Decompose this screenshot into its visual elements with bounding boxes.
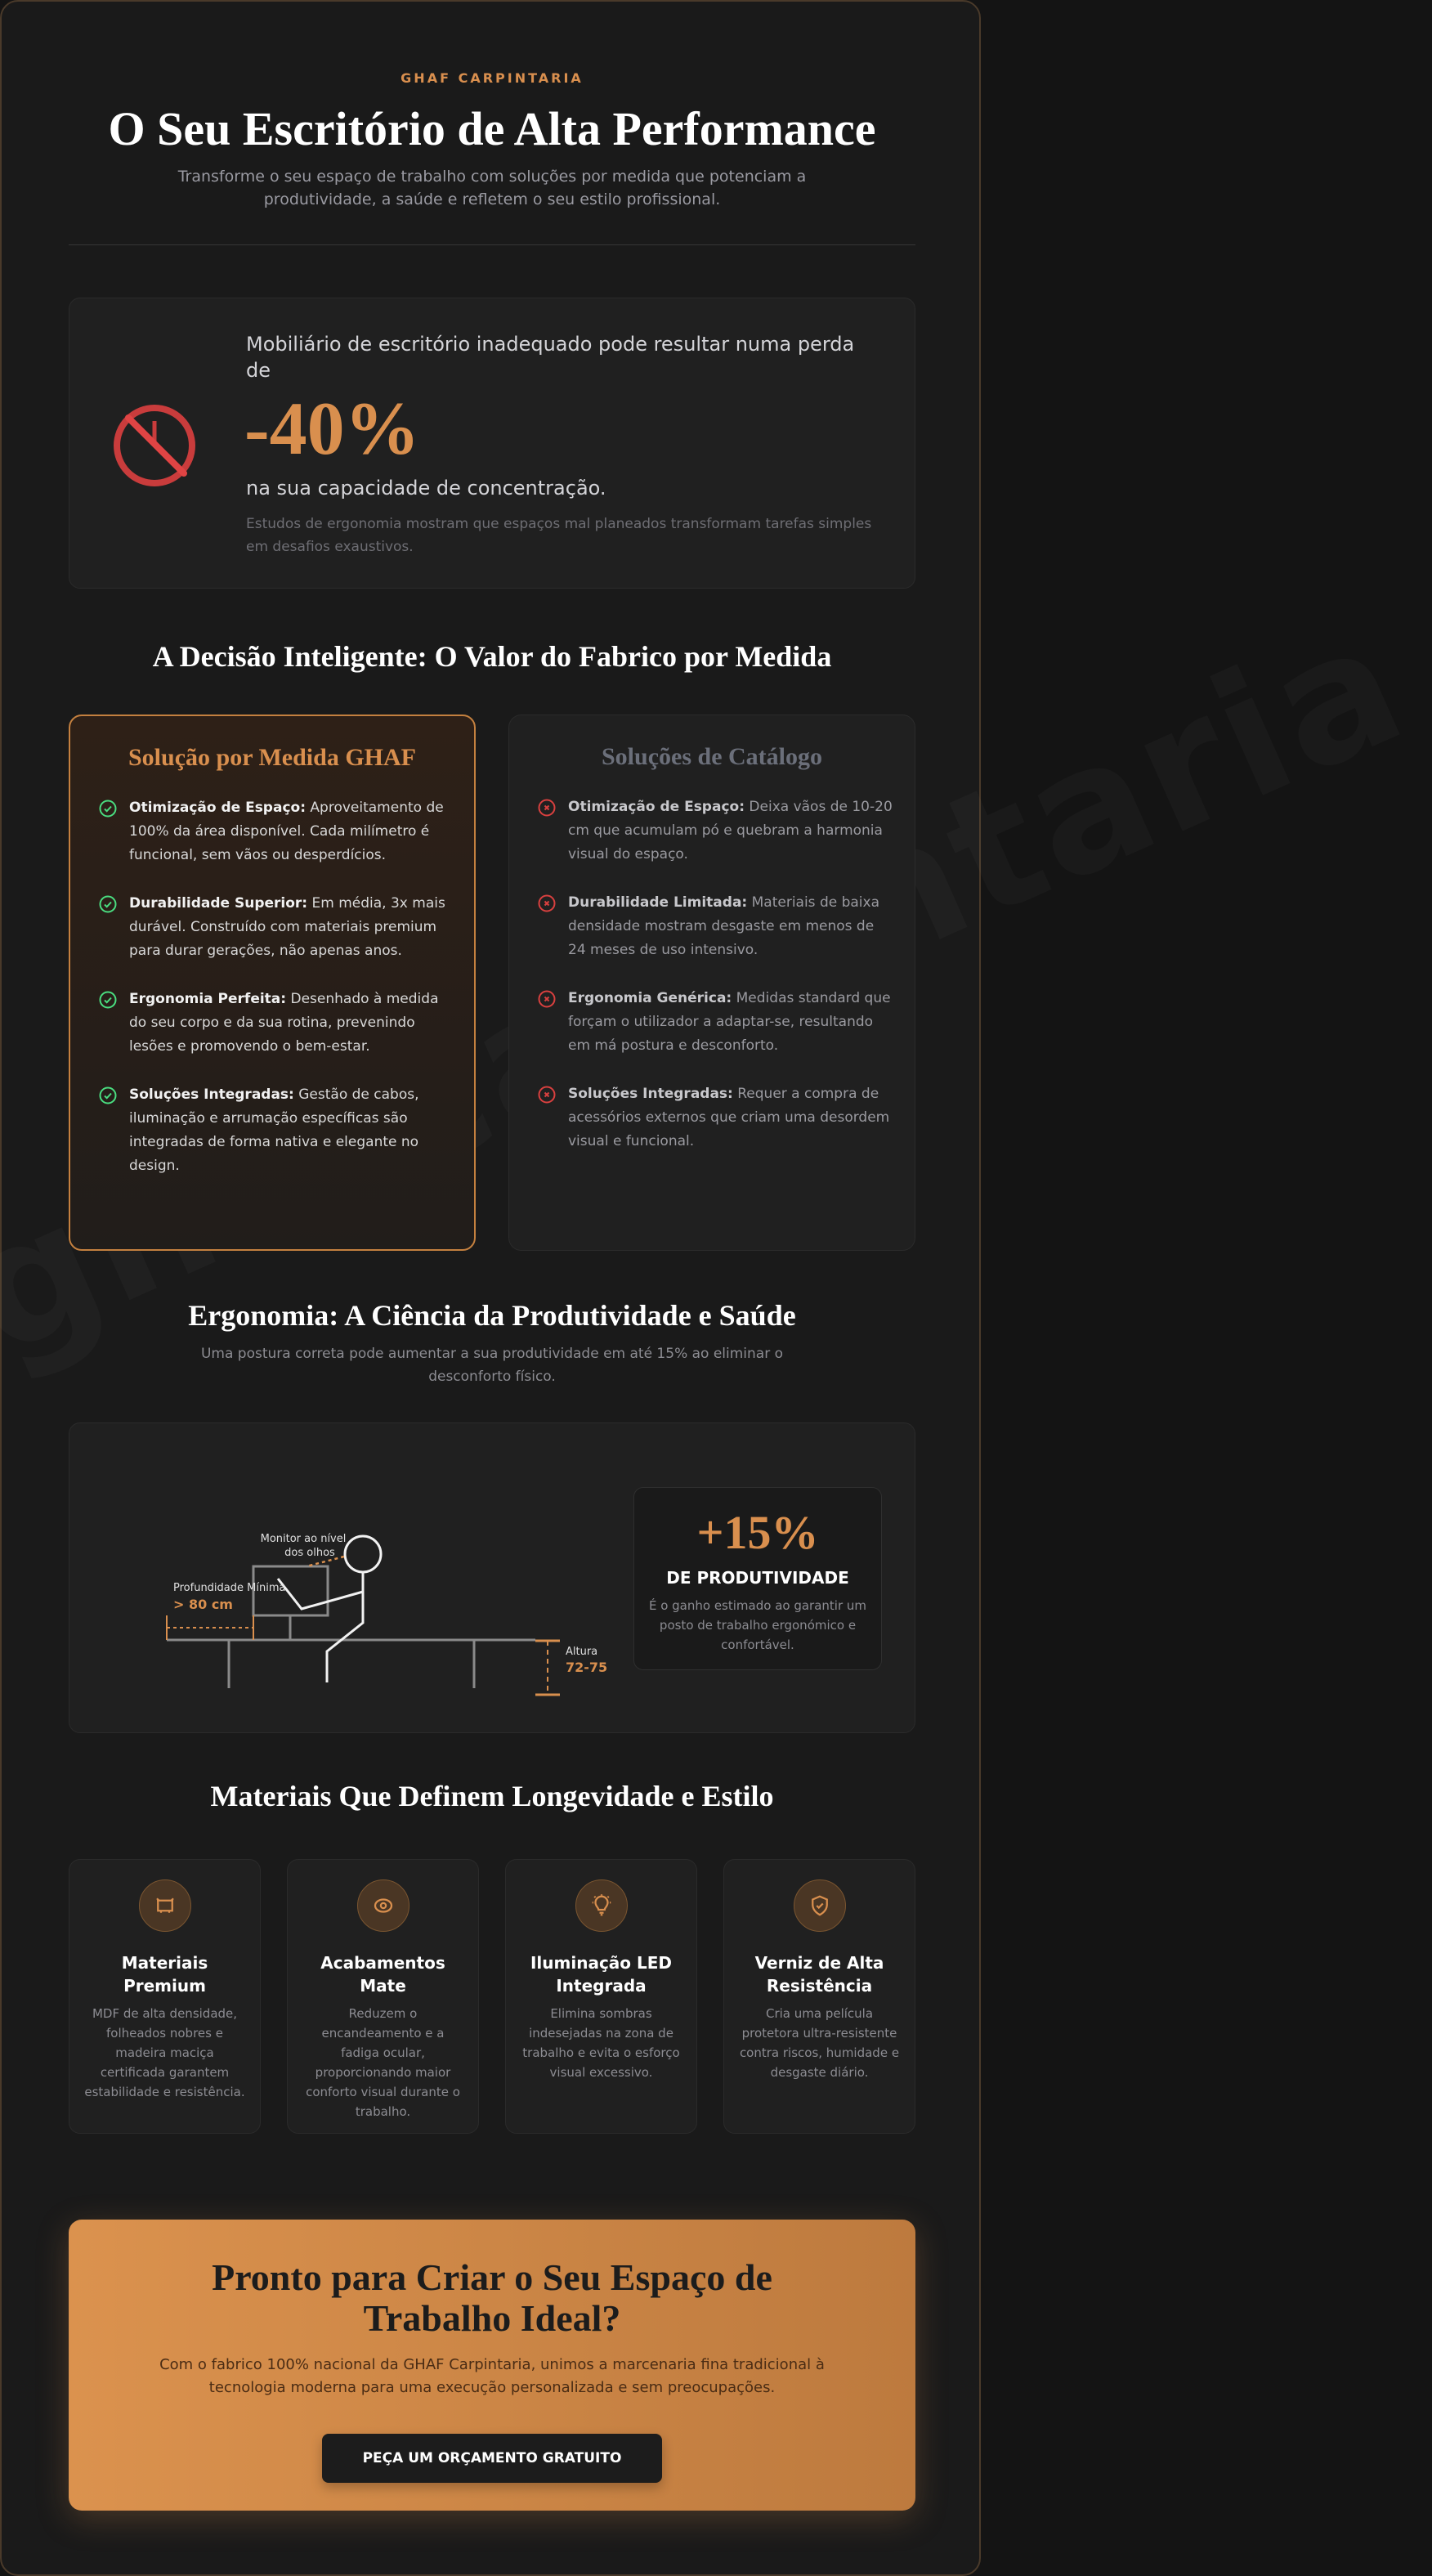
item-desc: Aproveitamento de 100% da área disponível. Cada milímetro é funcional, sem vãos ou desperdícios. — [129, 800, 444, 863]
cta-title: Pronto para Criar o Seu Espaço de Trabalho Ideal? — [212, 2256, 772, 2339]
layers-icon — [139, 1879, 191, 1932]
check-circle-icon — [98, 799, 118, 818]
item-desc: Gestão de cabos, iluminação e arrumação específicas são integradas de forma nativa e elegante no design. — [129, 1086, 419, 1174]
material-title: Materiais Premium — [121, 1953, 208, 1996]
alert-tail: na sua capacidade de concentração. — [246, 477, 606, 500]
cta-section — [69, 2220, 915, 2511]
ergonomics-subtitle: Uma postura correta pode aumentar a sua produtividade em até 15% ao eliminar o desconforto físico. — [200, 1346, 784, 1385]
comparison-item — [537, 987, 893, 1058]
ergonomic-diagram — [69, 1423, 608, 1732]
item-label: Durabilidade Superior: — [129, 895, 308, 912]
no-entry-icon — [112, 403, 197, 488]
height-label: Altura — [566, 1646, 598, 1658]
material-card — [69, 1859, 261, 2134]
item-label: Soluções Integradas: — [568, 1086, 733, 1102]
catalog-solution-list — [537, 795, 893, 1178]
comparison-item — [98, 796, 453, 867]
material-card — [287, 1859, 479, 2134]
ergonomics-title: Ergonomia: A Ciência da Produtividade e Saúde — [188, 1299, 796, 1332]
x-circle-icon — [537, 1085, 557, 1104]
ergonomics-card — [69, 1422, 915, 1733]
material-desc: Cria uma película protetora ultra-resistente contra riscos, humidade e desgaste diário. — [739, 2006, 900, 2080]
x-circle-icon — [537, 989, 557, 1009]
monitor-label-2: dos olhos — [284, 1547, 335, 1559]
item-text — [568, 1082, 893, 1154]
item-text — [129, 796, 453, 867]
materials-title: Materiais Que Definem Longevidade e Estilo — [210, 1780, 774, 1812]
page-subtitle: Transforme o seu espaço de trabalho com soluções por medida que potenciam a produtividade, a saúde e refletem o seu estilo profissional. — [177, 168, 807, 208]
item-desc: Requer a compra de acessórios externos que criam uma desordem visual e funcional. — [568, 1086, 890, 1149]
item-desc: Desenhado à medida do seu corpo e da sua rotina, prevenindo lesões e promovendo o bem-estar. — [129, 991, 439, 1055]
request-quote-button[interactable]: PEÇA UM ORÇAMENTO GRATUITO — [322, 2434, 662, 2483]
productivity-stat — [633, 1487, 882, 1670]
material-desc: Reduzem o encandeamento e a fadiga ocular, proporcionando maior conforto visual durante o trabalho. — [306, 2006, 460, 2119]
material-desc: MDF de alta densidade, folheados nobres e madeira maciça certificada garantem estabilidade e resistência. — [84, 2006, 245, 2099]
divider — [69, 244, 915, 245]
stat-desc: É o ganho estimado ao garantir um posto de trabalho ergonómico e confortável. — [648, 1598, 867, 1652]
comparison-item — [537, 1082, 893, 1154]
item-desc: Materiais de baixa densidade mostram desgaste em menos de 24 meses de uso intensivo. — [568, 894, 880, 958]
depth-label: Profundidade Mínima — [173, 1582, 286, 1594]
comparison-title: A Decisão Inteligente: O Valor do Fabrico por Medida — [152, 640, 832, 673]
lightbulb-icon — [575, 1879, 628, 1932]
custom-solution-list — [98, 796, 453, 1203]
depth-marker — [167, 1615, 253, 1640]
item-desc: Medidas standard que forçam o utilizador a adaptar-se, resultando em má postura e desconforto. — [568, 990, 891, 1054]
check-circle-icon — [98, 990, 118, 1010]
check-circle-icon — [98, 1086, 118, 1105]
depth-value: > 80 cm — [173, 1597, 233, 1612]
brand-label: GHAF CARPINTARIA — [401, 70, 584, 86]
item-desc: Em média, 3x mais durável. Construído com materiais premium para durar gerações, não apenas anos. — [129, 895, 445, 959]
height-value: 72-75 — [566, 1660, 608, 1675]
item-label: Ergonomia Genérica: — [568, 990, 732, 1006]
alert-lead: Mobiliário de escritório inadequado pode resultar numa perda de — [246, 333, 855, 382]
x-circle-icon — [537, 894, 557, 913]
custom-solution-card — [69, 715, 476, 1251]
catalog-solution-title: Soluções de Catálogo — [602, 743, 822, 770]
cta-text: Com o fabrico 100% nacional da GHAF Carpintaria, unimos a marcenaria fina tradicional à tecnologia moderna para uma execução personalizada e sem preocupações. — [159, 2356, 825, 2396]
material-title: Acabamentos Mate — [320, 1953, 445, 1996]
item-label: Ergonomia Perfeita: — [129, 991, 287, 1007]
material-card — [723, 1859, 915, 2134]
eye-icon — [357, 1879, 409, 1932]
stat-label: DE PRODUTIVIDADE — [666, 1568, 849, 1588]
item-label: Otimização de Espaço: — [568, 799, 745, 815]
monitor-label-1: Monitor ao nível — [260, 1533, 347, 1545]
comparison-item — [537, 795, 893, 867]
item-text — [129, 988, 453, 1059]
material-desc: Elimina sombras indesejadas na zona de trabalho e evita o esforço visual excessivo. — [522, 2006, 680, 2080]
material-card — [505, 1859, 697, 2134]
comparison-item — [98, 892, 453, 963]
item-label: Soluções Integradas: — [129, 1086, 294, 1103]
material-title: Verniz de Alta Resistência — [754, 1953, 884, 1996]
comparison-item — [98, 1083, 453, 1178]
item-text — [568, 987, 893, 1058]
stat-value: +15% — [696, 1506, 819, 1559]
comparison-item — [98, 988, 453, 1059]
alert-card — [69, 298, 915, 589]
item-desc: Deixa vãos de 10-20 cm que acumulam pó e quebram a harmonia visual do espaço. — [568, 799, 893, 862]
item-text — [129, 892, 453, 963]
item-text — [568, 795, 893, 867]
item-label: Durabilidade Limitada: — [568, 894, 748, 911]
check-circle-icon — [98, 894, 118, 914]
item-text — [568, 891, 893, 962]
height-marker — [535, 1641, 560, 1695]
custom-solution-title: Solução por Medida GHAF — [128, 744, 416, 771]
x-circle-icon — [537, 798, 557, 818]
item-text — [129, 1083, 453, 1178]
comparison-item — [537, 891, 893, 962]
alert-note: Estudos de ergonomia mostram que espaços mal planeados transformam tarefas simples em desafios exaustivos. — [246, 516, 872, 555]
shield-check-icon — [794, 1879, 846, 1932]
catalog-solution-card — [508, 715, 915, 1251]
item-label: Otimização de Espaço: — [129, 800, 307, 816]
page-title: O Seu Escritório de Alta Performance — [108, 102, 876, 155]
alert-value: -40% — [244, 387, 420, 470]
material-title: Iluminação LED Integrada — [530, 1953, 673, 1996]
